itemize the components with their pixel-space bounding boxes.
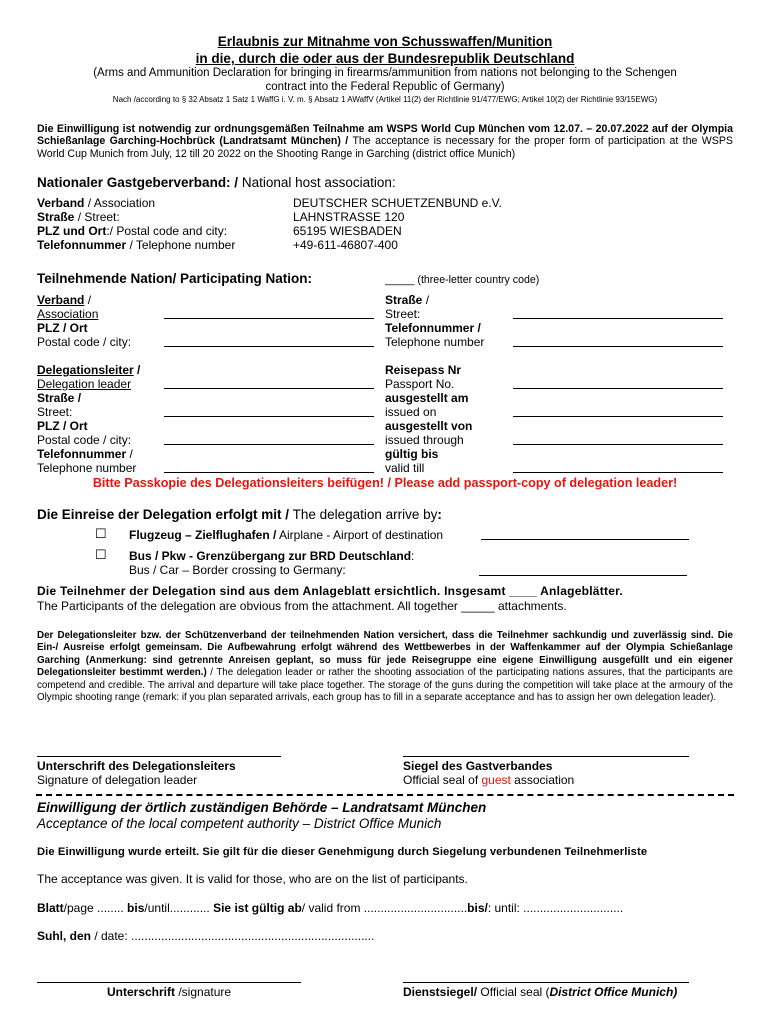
- authority-title: Einwilligung der örtlich zuständigen Behörde – Landratsamt München: [37, 800, 487, 815]
- participants-en: The Participants of the delegation are obvious from the attachment. All together _____ attachments.: [37, 599, 567, 613]
- host-heading: Nationaler Gastgeberverband: / National host association:: [37, 175, 396, 190]
- declaration-paragraph: [37, 630, 733, 704]
- leader-label-phone: Telefonnummer /: [37, 447, 133, 461]
- border-crossing-field[interactable]: [479, 575, 687, 576]
- leader-name-field[interactable]: [164, 388, 374, 389]
- subtitle-line-1: (Arms and Ammunition Declaration for bringing in firearms/ammunition from nations not belonging to the Schengen: [93, 67, 677, 79]
- official-seal-field[interactable]: [403, 982, 689, 983]
- leader-signature-label-en: Signature of delegation leader: [37, 773, 198, 787]
- nation-label-phone: Telefonnummer /: [385, 321, 481, 335]
- country-code-field[interactable]: _____ (three-letter country code): [385, 274, 540, 286]
- authority-signature-label: Unterschrift /signature: [107, 985, 232, 999]
- option-bus: Bus / Pkw - Grenzübergang zur BRD Deutschland:: [129, 549, 415, 563]
- host-value-association: DEUTSCHER SCHUETZENBUND e.V.: [293, 196, 502, 210]
- arrival-heading: Die Einreise der Delegation erfolgt mit / The delegation arrive by:: [37, 507, 442, 522]
- leader-signature-field[interactable]: [37, 756, 281, 757]
- guest-seal-field[interactable]: [403, 756, 689, 757]
- leader-city-field[interactable]: [164, 444, 374, 445]
- passport-label-en: Passport No.: [385, 377, 455, 391]
- guest-seal-label-en: Official seal of guest association: [403, 773, 575, 787]
- declaration-bold: Der Delegationsleiter bzw. der Schützenverband der teilnehmenden Nation versichert, dass die Teilnehmer sachkundig und zuverlässig sind. Die Ein-/ Ausreise erfolgt gemeinsam. Die Aufbewahrung erfolgt während des Wettbewerbes in der Waffenkammer auf der Olympia Schießanlage Garching (Anmerkung: sind getrennte Anreisen geplant, so muss für jede Reisegruppe eine eigene Einwilligung ausgefüllt und ein eigener Delegationsleiter bestimmt werden.): [37, 630, 733, 679]
- option-airplane: Flugzeug – Zielflughafen / Airplane - Airport of destination: [129, 528, 444, 542]
- host-value-phone: +49-611-46807-400: [293, 238, 398, 252]
- nation-heading: Teilnehmende Nation/ Participating Nation:: [37, 271, 313, 286]
- leader-label-phone-en: Telephone number: [37, 461, 137, 475]
- checkbox-airplane[interactable]: ☐: [95, 526, 107, 541]
- authority-signature-field[interactable]: [37, 982, 301, 983]
- passport-label: Reisepass Nr: [385, 363, 462, 377]
- valid-till-field[interactable]: [513, 472, 723, 473]
- issued-by-field[interactable]: [513, 444, 723, 445]
- host-value-street: LAHNSTRASSE 120: [293, 210, 405, 224]
- nation-label-city: PLZ / Ort: [37, 321, 88, 335]
- title-line-2: in die, durch die oder aus der Bundesrepublik Deutschland: [195, 51, 575, 66]
- leader-phone-field[interactable]: [164, 472, 374, 473]
- legal-basis: Nach /according to § 32 Absatz 1 Satz 1 WaffG i. V. m. § Absatz 1 AWaffV (Artikel 11(2) der Richtlinie 91/477/EWG; Artikel 10(2) der Richtlinie 93/15EWG): [112, 95, 658, 104]
- host-label-city: PLZ und Ort:/ Postal code and city:: [37, 224, 228, 238]
- passport-number-field[interactable]: [513, 388, 723, 389]
- nation-city-field[interactable]: [164, 346, 374, 347]
- nation-label-association-en: Association: [37, 307, 99, 321]
- attachments-count-field[interactable]: ____: [509, 584, 537, 598]
- nation-label-street: Straße /: [385, 293, 430, 307]
- authority-title-en: Acceptance of the local competent authority – District Office Munich: [37, 816, 442, 831]
- nation-phone-field[interactable]: [513, 346, 723, 347]
- intro-normal: The acceptance is necessary for the proper form of participation at the WSPS World Cup Munich from July, 12 till 20 2022 on the Shooting Range in Garching (district office Munich): [37, 135, 733, 160]
- leader-signature-label: Unterschrift des Delegationsleiters: [37, 759, 236, 773]
- nation-association-field[interactable]: [164, 318, 374, 319]
- nation-label-street-en: Street:: [385, 307, 421, 321]
- issued-by-label-en: issued through: [385, 433, 464, 447]
- valid-till-label: gültig bis: [385, 447, 439, 461]
- title-line-1: Erlaubnis zur Mitnahme von Schusswaffen/Munition: [217, 34, 553, 49]
- issued-by-label: ausgestellt von: [385, 419, 473, 433]
- nation-label-city-en: Postal code / city:: [37, 335, 132, 349]
- valid-till-label-en: valid till: [385, 461, 425, 475]
- guest-seal-label: Siegel des Gastverbandes: [403, 759, 553, 773]
- airport-field[interactable]: [481, 539, 689, 540]
- subtitle-line-2: contract into the Federal Republic of Germany): [265, 81, 505, 93]
- leader-label-street-en: Street:: [37, 405, 73, 419]
- option-bus-en: Bus / Car – Border crossing to Germany:: [129, 563, 346, 577]
- checkbox-bus[interactable]: ☐: [95, 547, 107, 562]
- nation-label-association: Verband /: [37, 293, 92, 307]
- date-line[interactable]: Suhl, den / date: .........................................................................: [37, 929, 375, 943]
- intro-paragraph: [37, 123, 733, 160]
- leader-street-field[interactable]: [164, 416, 374, 417]
- consent-en: The acceptance was given. It is valid for those, who are on the list of participants.: [37, 872, 468, 886]
- leader-label-title-en: Delegation leader: [37, 377, 132, 391]
- issued-on-label: ausgestellt am: [385, 391, 469, 405]
- host-label-phone: Telefonnummer / Telephone number: [37, 238, 236, 252]
- issued-on-field[interactable]: [513, 416, 723, 417]
- leader-label-street: Straße /: [37, 391, 82, 405]
- nation-label-phone-en: Telephone number: [385, 335, 485, 349]
- official-seal-label: Dienstsiegel/ Official seal (District Office Munich): [403, 985, 678, 999]
- intro-bold: Die Einwilligung ist notwendig zur ordnungsgemäßen Teilnahme am WSPS World Cup München vom 12.07. – 20.07.2022 auf der Olympia Schießanlage Garching-Hochbrück (Landratsamt München) /: [37, 123, 733, 148]
- leader-label-city: PLZ / Ort: [37, 419, 88, 433]
- issued-on-label-en: issued on: [385, 405, 437, 419]
- nation-street-field[interactable]: [513, 318, 723, 319]
- consent-de: Die Einwilligung wurde erteilt. Sie gilt für die dieser Genehmigung durch Siegelung verbundenen Teilnehmerliste: [37, 846, 648, 858]
- host-value-city: 65195 WIESBADEN: [293, 224, 402, 238]
- passport-copy-warning: Bitte Passkopie des Delegationsleiters beifügen! / Please add passport-copy of delegation leader!: [92, 476, 678, 490]
- cut-line-divider: [36, 794, 734, 796]
- leader-label-city-en: Postal code / city:: [37, 433, 132, 447]
- declaration-normal: / The delegation leader or rather the shooting association of the participating nations assures, that the participants are competend and credible. The arrival and departure will take place together. The storage of the guns during the competition will take place at the armoury of the Olympic shooting range (remark: if you plan separated arrivals, each group has to fill in a separate acceptance and has to assign her own delegation leader).: [37, 667, 733, 704]
- participants-de: Die Teilnehmer der Delegation sind aus dem Anlageblatt ersichtlich. Insgesamt ____ Anlageblätter.: [37, 584, 623, 598]
- host-label-street: Straße / Street:: [37, 210, 120, 224]
- leader-label-title: Delegationsleiter /: [37, 363, 141, 377]
- host-label-association: Verband / Association: [37, 196, 156, 210]
- page-validity-line[interactable]: Blatt/page ........ bis/until............ Sie ist gültig ab/ valid from ...............................bis/: until: ..............................: [37, 901, 624, 915]
